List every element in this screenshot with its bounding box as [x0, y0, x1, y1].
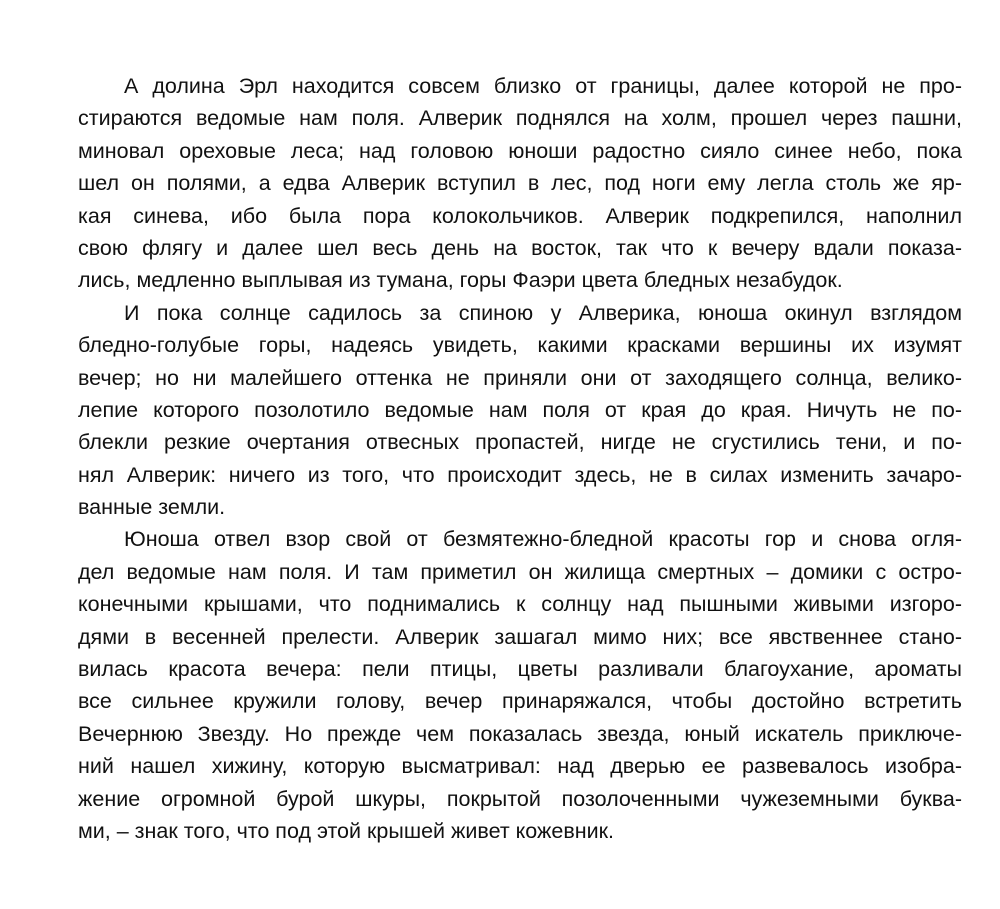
text-line: ми, – знак того, что под этой крышей живет кожевник. — [78, 818, 615, 843]
text-line: конечными крышами, что поднимались к солнцу над пышными живыми изгоро- — [78, 592, 962, 617]
text-line: дел ведомые нам поля. И там приметил он жилища смертных – домики с остро- — [78, 559, 962, 584]
text-line: ний нашел хижину, которую высматривал: над дверью ее развевалось изобра- — [78, 754, 962, 779]
text-line: ванные земли. — [78, 495, 226, 520]
paragraph-3 — [78, 523, 962, 847]
text-line: кая синева, ибо была пора колокольчиков. Алверик подкрепился, наполнил — [78, 203, 962, 228]
text-line: все сильнее кружили голову, вечер принаряжался, чтобы достойно встретить — [78, 689, 962, 714]
text-line: Юноша отвел взор свой от безмятежно-бледной красоты гор и снова огля- — [124, 527, 962, 552]
text-line: шел он полями, а едва Алверик вступил в лес, под ноги ему легла столь же яр- — [78, 171, 962, 196]
text-line: вилась красота вечера: пели птицы, цветы разливали благоухание, ароматы — [78, 657, 962, 682]
text-line: свою флягу и далее шел весь день на восток, так что к вечеру вдали показа- — [78, 235, 962, 260]
text-line: дями в весенней прелести. Алверик зашагал мимо них; все явственнее стано- — [78, 624, 962, 649]
text-line: И пока солнце садилось за спиною у Алверика, юноша окинул взглядом — [124, 300, 962, 325]
text-line: миновал ореховые леса; над головою юноши радостно сияло синее небо, пока — [78, 138, 962, 163]
text-line: лепие которого позолотило ведомые нам поля от края до края. Ничуть не по- — [78, 397, 962, 422]
text-line: вечер; но ни малейшего оттенка не приняли они от заходящего солнца, велико- — [78, 365, 962, 390]
text-line: бледно-голубые горы, надеясь увидеть, какими красками вершины их изумят — [78, 333, 962, 358]
text-line: лись, медленно выплывая из тумана, горы Фаэри цвета бледных незабудок. — [78, 268, 843, 293]
text-line: А долина Эрл находится совсем близко от границы, далее которой не про- — [124, 74, 962, 98]
text-line: нял Алверик: ничего из того, что происходит здесь, не в силах изменить зачаро- — [78, 462, 962, 487]
document-page — [78, 70, 962, 847]
text-line: стираются ведомые нам поля. Алверик поднялся на холм, прошел через пашни, — [78, 106, 962, 131]
text-line: блекли резкие очертания отвесных пропастей, нигде не сгустились тени, и по- — [78, 430, 962, 455]
text-line: жение огромной бурой шкуры, покрытой позолоченными чужеземными буква- — [78, 786, 962, 811]
paragraph-2 — [78, 297, 962, 524]
paragraph-1 — [78, 70, 962, 297]
text-line: Вечернюю Звезду. Но прежде чем показалась звезда, юный искатель приключе- — [78, 721, 962, 746]
